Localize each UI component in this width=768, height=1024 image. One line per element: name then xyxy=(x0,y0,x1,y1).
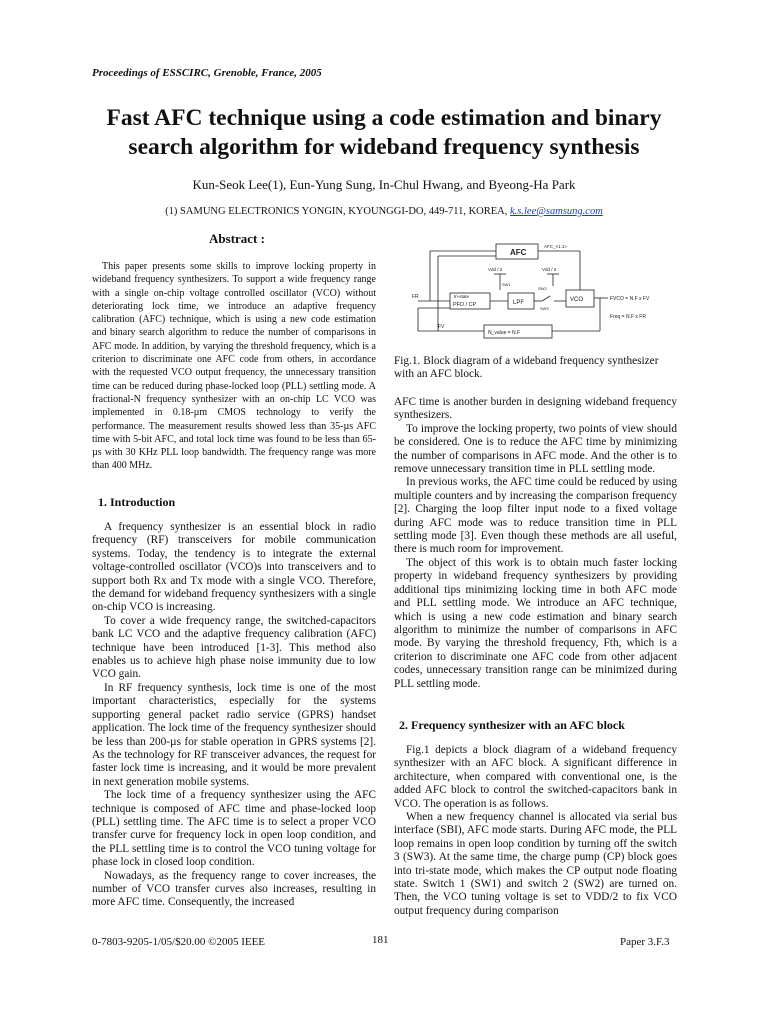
right-paragraph-2: To improve the locking property, two points of view should be considered. One is to reduce the AFC time by minimizing the number of comparisons in AFC mode. And the other is to remove unnecessary transition time in PLL settling mode. xyxy=(394,422,677,476)
intro-column xyxy=(92,521,376,910)
figure-1-block-diagram xyxy=(408,238,678,346)
affiliation xyxy=(40,206,728,217)
sw3-label: SW3 xyxy=(540,306,549,311)
abstract-text: This paper presents some skills to improve locking property in wideband frequency synthesizers. To support a wide frequency range with a single on-chip voltage controlled oscillator (VCO) without deteriorating lock time, we introduce an adaptive frequency calibration (AFC) technique, which is using a new code estimation and binary search algorithm to reduce the number of comparisons in AFC mode. In addition, by varying the threshold frequency, which is a criterion to discriminate one AFC code from others, in accordance with the requested VCO output frequency, the unnecessary transition time can be reduced during phase-locked loop (PLL) settling mode. A fractional-N frequency synthesizer with an on-chip LC VCO was implemented in 0.18-µm CMOS technology to verify the performance. The measurement results showed less than 35-µs AFC time with 5-bit AFC, and total lock time was found to be less than 65-µs with 30 KHz PLL loop bandwidth. The frequency range was more than 400 MHz. xyxy=(92,261,376,472)
lpf-label: LPF xyxy=(513,300,525,306)
nvalue-label: N_value = N.F xyxy=(488,330,521,336)
afc-label: AFC xyxy=(510,248,527,257)
authors: Kun-Seok Lee(1), Eun-Yung Sung, In-Chul Hwang, and Byeong-Ha Park xyxy=(192,177,576,192)
freq-label: Freq = N.F x FR xyxy=(610,314,646,320)
abstract-heading: Abstract : xyxy=(209,231,265,246)
fv-label: FV xyxy=(438,324,445,330)
section-2-heading: 2. Frequency synthesizer with an AFC block xyxy=(399,718,625,732)
fvco-label: FVCO = N.F x FV xyxy=(610,296,650,302)
sw2-label: SW2 xyxy=(538,286,547,291)
vdd2-label: Vdd / 2 xyxy=(542,267,557,272)
vco-label: VCO xyxy=(570,297,584,303)
right-column-bottom xyxy=(394,744,677,918)
intro-paragraph-1: A frequency synthesizer is an essential block in radio frequency (RF) transceivers for mobile communication systems. Today, the tendency is to integrate the external voltage-controlled oscillator (VCO)s into transceivers and to support both Rx and Tx mode with a single VCO. Therefore, the demand for wideband frequency synthesizers with a single on-chip VCO is increasing. xyxy=(92,521,376,614)
right-paragraph-3: In previous works, the AFC time could be reduced by using multiple counters and by increasing the comparison frequency [2]. Charging the loop filter input node to a fixed voltage during AFC mode was to reduce transition time in PLL settling mode [3]. Even though these methods are all useful, there is much room for improvement. xyxy=(394,476,677,556)
right-paragraph-1: AFC time is another burden in designing wideband frequency synthesizers. xyxy=(394,396,677,422)
footer-paper-id: Paper 3.F.3 xyxy=(620,936,670,948)
figure-1-caption: Fig.1. Block diagram of a wideband frequency synthesizer with an AFC block. xyxy=(394,355,659,381)
intro-paragraph-4: The lock time of a frequency synthesizer using the AFC technique is composed of AFC time and phase-locked loop (PLL) settling time. The AFC time is to select a proper VCO transfer curve for frequency lock in open loop condition, and the PLL settling time is to control the VCO tuning voltage for phase lock in closed loop condition. xyxy=(92,789,376,869)
right-paragraph-4: The object of this work is to obtain much faster locking property in wideband frequency synthesizers by providing additional tips minimizing locking time in both AFC mode and PLL settling mode. We introduce an AFC technique, which is using a new code estimation and binary search algorithm to minimize the number of comparisons in AFC mode. By varying the threshold frequency, Fth, which is a criterion to discriminate one AFC code from other adjacent codes, unnecessary transition range can be minimized during PLL settling mode. xyxy=(394,556,677,690)
vdd1-label: Vdd / 2 xyxy=(488,267,503,272)
footer-copyright: 0-7803-9205-1/05/$20.00 ©2005 IEEE xyxy=(92,936,266,948)
intro-paragraph-3: In RF frequency synthesis, lock time is one of the most important characteristics, especially for the systems supporting general packet radio service (GPRS) handset application. The lock time of the frequency synthesizer should be less than 200-µs for stable operation in GPRS systems [2]. As the technology for RF transceiver advances, the request for faster lock time is increasing, and it would be more prevalent in next generation mobile systems. xyxy=(92,681,376,788)
proceedings-header: Proceedings of ESSCIRC, Grenoble, France, 2005 xyxy=(92,67,322,79)
afc-bus-label: AFC_<1:1> xyxy=(544,244,568,249)
right-column-top xyxy=(394,396,677,691)
pfd-label: PFD / CP xyxy=(453,302,477,308)
intro-paragraph-2: To cover a wide frequency range, the switched-capacitors bank LC VCO and the adaptive frequency calibration (AFC) technique have been introduced [1-3]. This method also enables us to achieve high phase noise immunity due to low VCO gain. xyxy=(92,614,376,681)
title-line-1: Fast AFC technique using a code estimation and binary xyxy=(106,105,662,131)
tristate-label: tri-state xyxy=(454,294,470,299)
right-paragraph-5: Fig.1 depicts a block diagram of a wideband frequency synthesizer with an AFC block. A significant difference in architecture, when compared with conventional one, is the added AFC block to control the switched-capacitors bank in VCO. The operation is as follows. xyxy=(394,744,677,810)
email-link[interactable]: k.s.lee@samsung.com xyxy=(510,206,603,217)
intro-paragraph-5: Nowadays, as the frequency range to cover increases, the number of VCO transfer curves also increases, resulting in more AFC time. Consequently, the increased xyxy=(92,869,376,909)
title-line-2: search algorithm for wideband frequency synthesis xyxy=(128,134,640,160)
fr-label: FR xyxy=(412,294,419,300)
section-1-heading: 1. Introduction xyxy=(98,495,176,509)
paper-title xyxy=(40,104,728,162)
affiliation-text: (1) SAMUNG ELECTRONICS YONGIN, KYOUNGGI-DO, 449-711, KOREA, xyxy=(165,206,508,217)
footer-page-number: 181 xyxy=(372,934,389,946)
right-paragraph-6: When a new frequency channel is allocated via serial bus interface (SBI), AFC mode starts. During AFC mode, the PLL loop remains in open loop condition by turning off the switch 3 (SW3). At the same time, the charge pump (CP) block goes into tri-state mode, which makes the CP output node floating state. Switch 1 (SW1) and switch 2 (SW2) are turned on. Then, the VCO tuning voltage is set to VDD/2 to fix VCO output frequency during comparison xyxy=(394,811,677,917)
sw1-label: SW1 xyxy=(502,282,511,287)
